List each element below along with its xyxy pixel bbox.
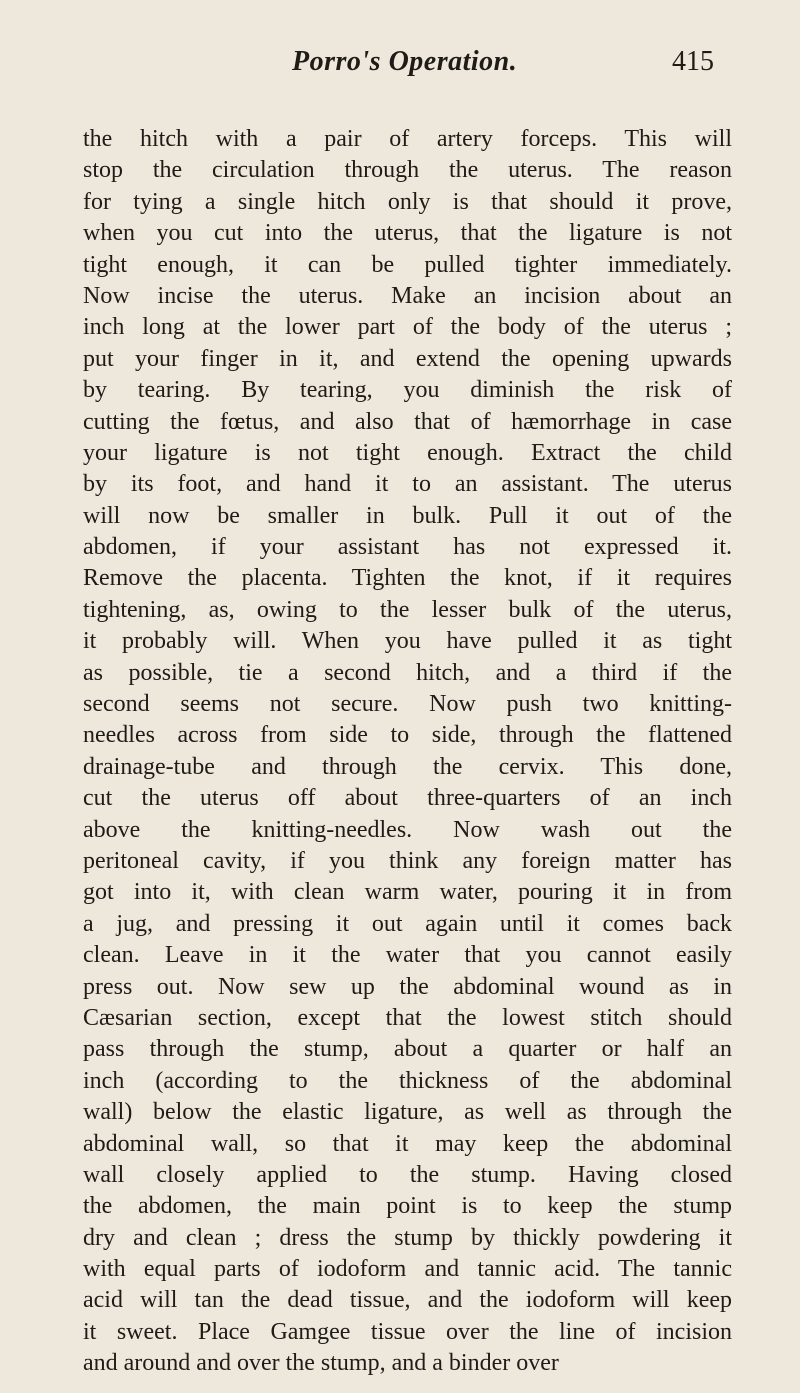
text-line: Cæsarian section, except that the lowest stitch should (83, 1004, 732, 1031)
text-line: needles across from side to side, through the flattened (83, 722, 732, 749)
text-line: Now incise the uterus. Make an incision about an (83, 282, 732, 309)
text-line: with equal parts of iodoform and tannic acid. The tannic (83, 1256, 732, 1283)
text-line: your ligature is not tight enough. Extract the child (83, 439, 732, 466)
text-line: dry and clean ; dress the stump by thickly powdering it (83, 1224, 732, 1251)
text-line: it sweet. Place Gamgee tissue over the line of incision (83, 1318, 732, 1345)
text-line: for tying a single hitch only is that should it prove, (83, 188, 732, 215)
running-head: Porro's Operation. (292, 46, 518, 77)
text-line: put your finger in it, and extend the opening upwards (83, 345, 732, 372)
text-line: second seems not secure. Now push two knitting- (83, 691, 732, 718)
text-line: got into it, with clean warm water, pouring it in from (83, 879, 732, 906)
text-line: cutting the fœtus, and also that of hæmorrhage in case (83, 408, 732, 435)
text-line: clean. Leave in it the water that you cannot easily (83, 942, 732, 969)
text-line: by tearing. By tearing, you diminish the risk of (83, 377, 732, 404)
text-line: inch (according to the thickness of the abdominal (83, 1067, 732, 1094)
text-line: inch long at the lower part of the body of the uterus ; (83, 314, 732, 341)
text-line: tight enough, it can be pulled tighter immediately. (83, 251, 732, 278)
text-line: wall) below the elastic ligature, as well as through the (83, 1099, 732, 1126)
text-line: the hitch with a pair of artery forceps. This will (83, 126, 732, 152)
text-line: above the knitting-needles. Now wash out the (83, 816, 732, 843)
text-line: a jug, and pressing it out again until it comes back (83, 910, 732, 937)
text-line: as possible, tie a second hitch, and a third if the (83, 659, 732, 686)
text-line: the abdomen, the main point is to keep the stump (83, 1193, 732, 1220)
text-line: wall closely applied to the stump. Having closed (83, 1161, 732, 1188)
text-line: and around and over the stump, and a binder over (83, 1350, 559, 1377)
text-line: peritoneal cavity, if you think any foreign matter has (83, 847, 732, 874)
text-line: pass through the stump, about a quarter or half an (83, 1036, 732, 1063)
text-line: abdomen, if your assistant has not expressed it. (83, 534, 732, 561)
text-line: press out. Now sew up the abdominal wound as in (83, 973, 732, 1000)
text-line: Remove the placenta. Tighten the knot, if it requires (83, 565, 732, 592)
text-line: abdominal wall, so that it may keep the abdominal (83, 1130, 732, 1157)
text-line: tightening, as, owing to the lesser bulk of the uterus, (83, 596, 732, 623)
text-line: cut the uterus off about three-quarters of an inch (83, 785, 732, 812)
text-line: when you cut into the uterus, that the ligature is not (83, 220, 732, 247)
text-line: by its foot, and hand it to an assistant. The uterus (83, 471, 732, 498)
text-line: stop the circulation through the uterus. The reason (83, 157, 732, 184)
text-line: will now be smaller in bulk. Pull it out of the (83, 502, 732, 529)
text-line: it probably will. When you have pulled it as tight (83, 628, 732, 655)
page-header (0, 46, 800, 98)
body-text (83, 124, 732, 1380)
text-line: drainage-tube and through the cervix. This done, (83, 753, 732, 780)
text-line: acid will tan the dead tissue, and the iodoform will keep (83, 1287, 732, 1314)
page-number: 415 (672, 46, 714, 77)
